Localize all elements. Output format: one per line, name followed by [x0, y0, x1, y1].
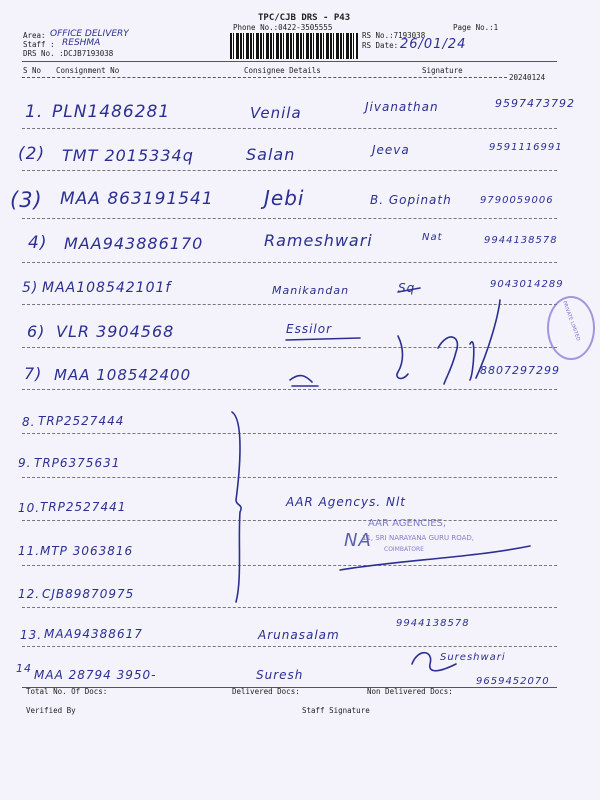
entry-phone: 9591116991: [489, 142, 563, 153]
entry-consignment: MAA94388617: [44, 627, 143, 641]
column-consignee: Consignee Details: [244, 66, 321, 75]
entry-number: 1.: [25, 102, 44, 122]
phone-number: Phone No.:0422-3505555: [233, 23, 333, 32]
entry-consignment: PLN1486281: [52, 102, 171, 122]
staff-label: Staff :: [23, 40, 55, 49]
entry-number: 10.: [18, 501, 41, 515]
column-consignment: Consignment No: [56, 66, 120, 75]
agency-stamp-line1: AAR AGENCIES,: [368, 518, 447, 529]
entry-consignment: CJB89870975: [42, 587, 135, 601]
entry-number: 7): [24, 364, 43, 383]
company-seal-text: PRIVATE LIMITED: [561, 300, 582, 342]
entry-consignment: MAA943886170: [64, 234, 204, 253]
entry-consignment: MAA 28794 3950-: [34, 668, 157, 682]
entry-consignee: AAR Agencys. Nlt: [286, 495, 406, 509]
entry-number: 12.: [18, 587, 41, 601]
entry-number: (2): [18, 144, 46, 164]
entry-phone: 8807297299: [480, 364, 560, 377]
entry-consignment: TMT 2015334q: [62, 146, 194, 165]
entry-consignee: Essilor: [286, 322, 333, 336]
entry-consignment: MAA108542101f: [42, 280, 172, 296]
entry-consignee: Arunasalam: [258, 628, 340, 642]
entry-number: 11.: [18, 544, 41, 558]
document-title: TPC/CJB DRS - P43: [258, 13, 351, 23]
delivered-docs-label: Delivered Docs:: [232, 687, 300, 696]
entry-phone: 9790059006: [480, 195, 554, 206]
entry-signature: Sureshwari: [440, 652, 506, 663]
entry-phone: 9944138578: [484, 235, 558, 246]
area-label: Area:: [23, 31, 46, 40]
entry-number: 9.: [18, 456, 32, 470]
agency-stamp-line2: 11, SRI NARAYANA GURU ROAD,: [362, 534, 474, 542]
total-docs-label: Total No. Of Docs:: [26, 687, 108, 696]
entry-number: 8.: [22, 415, 36, 429]
entry-consignee: Salan: [246, 145, 296, 164]
agency-stamp-line3: COIMBATORE: [384, 546, 424, 553]
entry-number: (3): [10, 188, 43, 212]
entry-consignment: MAA 108542400: [54, 366, 192, 384]
entry-signature: Nat: [422, 232, 443, 243]
entry-number: 6): [27, 322, 46, 341]
verified-by-label: Verified By: [26, 706, 76, 715]
entry-signature: B. Gopinath: [370, 193, 452, 207]
drs-number: DRS No. :DCJB7193038: [23, 49, 114, 58]
entry-number: 13.: [20, 628, 43, 642]
entry-phone: 9659452070: [476, 676, 550, 687]
agency-handwritten-initials: NA: [344, 530, 372, 551]
area-value: OFFICE DELIVERY: [50, 29, 129, 39]
entry-consignee: Rameshwari: [264, 231, 373, 250]
column-sno: S No: [23, 66, 42, 75]
entry-consignment: VLR 3904568: [56, 322, 175, 341]
entry-consignee: Jebi: [264, 186, 305, 210]
entry-consignment: TRP2527441: [40, 500, 127, 514]
entry-consignee: Suresh: [256, 668, 304, 682]
entry-phone: 9043014289: [490, 279, 564, 290]
date-code: 20240124: [509, 73, 546, 82]
entry-consignment: MAA 863191541: [60, 189, 214, 209]
entry-number: 5): [22, 280, 39, 296]
entry-number: 4): [28, 233, 48, 253]
entry-consignee: Manikandan: [272, 284, 350, 297]
page-number: Page No.:1: [453, 23, 499, 32]
staff-value: RESHMA: [62, 38, 101, 48]
rs-date-label: RS Date:: [362, 41, 399, 50]
agency-stamp: [338, 508, 536, 566]
entry-signature: Jeeva: [372, 143, 410, 157]
entry-phone: 9944138578: [396, 618, 470, 629]
column-signature: Signature: [422, 66, 463, 75]
entry-number: 14: [16, 662, 32, 675]
rs-date-value: 26/01/24: [400, 37, 467, 52]
entry-consignment: TRP6375631: [34, 456, 121, 470]
entry-signature: Jivanathan: [365, 100, 439, 114]
entry-consignee: Venila: [250, 104, 302, 122]
rs-number: RS No.:7193038: [362, 31, 426, 40]
entry-phone: 9597473792: [495, 97, 575, 110]
entry-signature: Sq: [398, 281, 416, 295]
staff-signature-label: Staff Signature: [302, 706, 370, 715]
entry-consignment: TRP2527444: [38, 414, 125, 428]
non-delivered-docs-label: Non Delivered Docs:: [367, 687, 453, 696]
entry-consignment: MTP 3063816: [40, 544, 134, 558]
